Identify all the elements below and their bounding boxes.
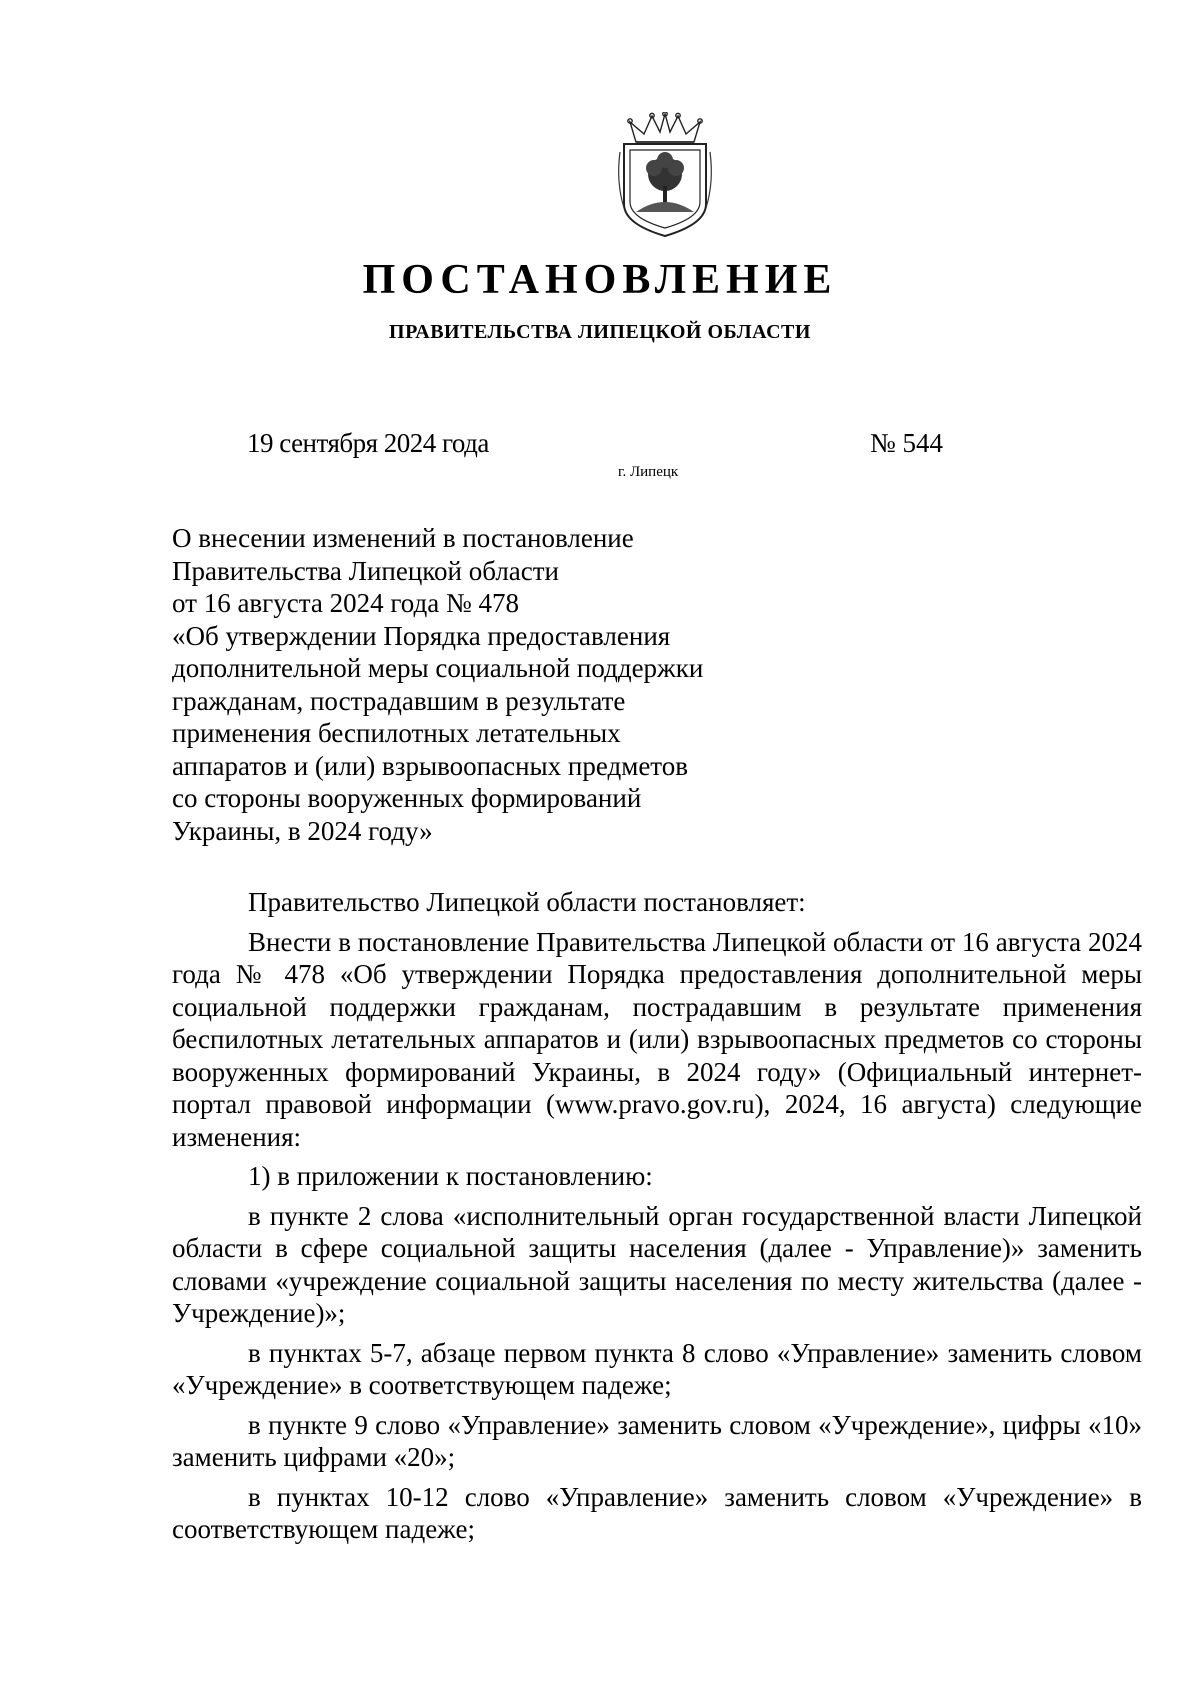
- body-paragraph: в пункте 2 слова «исполнительный орган государственной власти Липецкой области в сфере социальной защиты населения (далее - Управление)» заменить словами «учреждение социальной защиты населения по месту жительства (далее - Учреждение)»;: [172, 1200, 1142, 1328]
- body-paragraph: Внести в постановление Правительства Липецкой области от 16 августа 2024 года № 478 «Об утверждении Порядка предоставления дополнительной меры социальной поддержки гражданам, пострадавшим в результате применения беспилотных летательных аппаратов и (или) взрывоопасных предметов со стороны вооруженных формирований Украины, в 2024 году» (Официальный интернет-портал правовой информации (www.pravo.gov.ru), 2024, 16 августа) следующие изменения:: [172, 926, 1142, 1152]
- body-paragraph: в пункте 9 слово «Управление» заменить словом «Учреждение», цифры «10» заменить цифрами «20»;: [172, 1409, 1142, 1472]
- heading-line: дополнительной меры социальной поддержки: [172, 653, 704, 683]
- document-title: ПОСТАНОВЛЕНИЕ: [362, 257, 838, 303]
- heading-line: со стороны вооруженных формирований: [172, 783, 642, 813]
- heading-line: Правительства Липецкой области: [172, 555, 560, 586]
- document-subtitle: ПРАВИТЕЛЬСТВА ЛИПЕЦКОЙ ОБЛАСТИ: [389, 321, 811, 343]
- heading-line: О внесении изменений в постановление: [172, 523, 634, 553]
- heading-line: от 16 августа 2024 года № 478: [172, 588, 519, 618]
- coat-of-arms-icon: [614, 112, 716, 238]
- document-body: [172, 886, 1142, 1546]
- body-paragraph: в пунктах 5-7, абзаце первом пункта 8 слово «Управление» заменить словом «Учреждение» в соответствующем падеже;: [172, 1337, 1142, 1400]
- document-date: 19 сентября 2024 года: [247, 428, 489, 458]
- heading-line: «Об утверждении Порядка предоставления: [172, 620, 671, 651]
- heading-line: гражданам, пострадавшим в результате: [172, 685, 626, 716]
- body-paragraph: в пунктах 10-12 слово «Управление» заменить словом «Учреждение» в соответствующем падеже;: [172, 1481, 1142, 1544]
- heading-line: аппаратов и (или) взрывоопасных предметов: [172, 750, 688, 781]
- heading-line: Украины, в 2024 году»: [172, 815, 433, 846]
- heading-line: применения беспилотных летательных: [172, 718, 621, 748]
- body-paragraph: 1) в приложении к постановлению:: [248, 1161, 653, 1191]
- document-number: № 544: [870, 428, 944, 458]
- document-heading: [172, 522, 792, 847]
- document-city: г. Липецк: [618, 464, 679, 480]
- intro-paragraph: Правительство Липецкой области постановляет:: [248, 887, 806, 917]
